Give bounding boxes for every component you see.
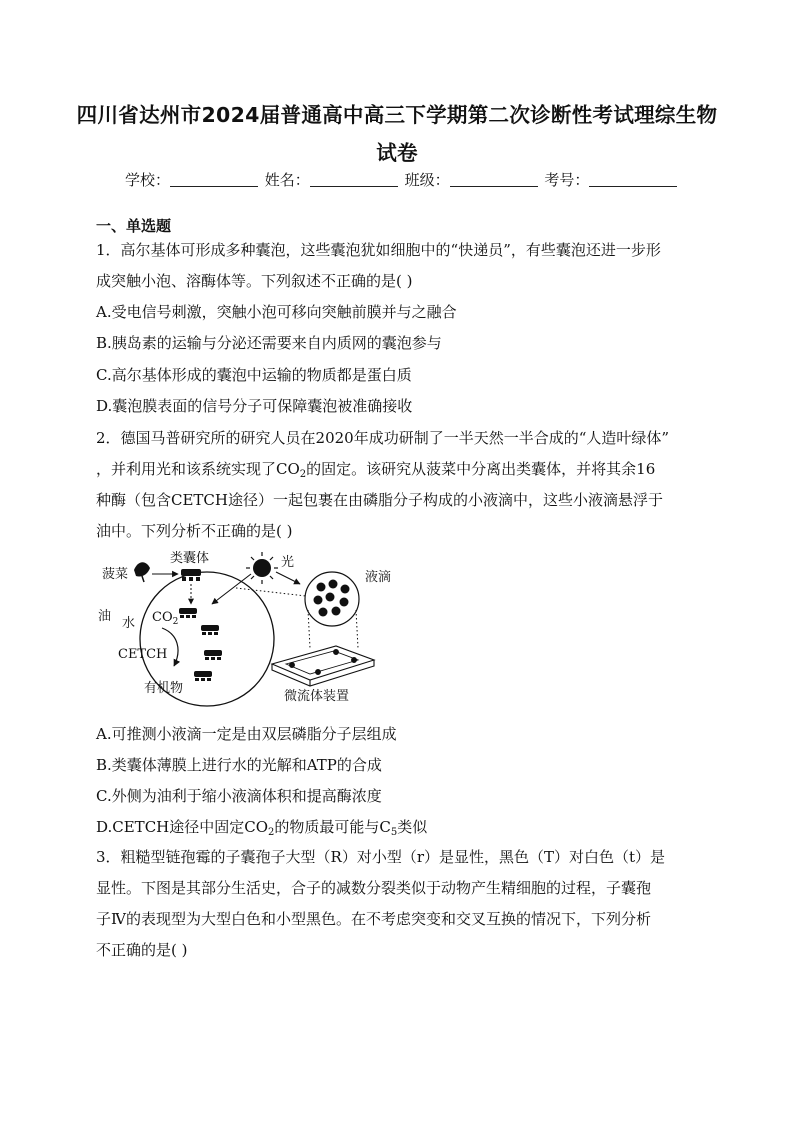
thylakoid-stack-icon bbox=[181, 569, 201, 581]
q2-line-3: 种酶（包含CETCH途径）一起包裹在由磷脂分子构成的小液滴中，这些小液滴悬浮于 bbox=[96, 491, 663, 509]
section-heading: 一、单选题 bbox=[96, 217, 172, 235]
class-label: 班级： bbox=[404, 171, 450, 189]
spinach-leaf-icon bbox=[134, 562, 150, 582]
q1-option-a: A.受电信号刺激，突触小泡可移向突触前膜并与之融合 bbox=[96, 303, 457, 321]
q3-line-4: 不正确的是( ) bbox=[96, 941, 188, 959]
label-oil: 油 bbox=[98, 609, 112, 624]
label-microfluidic-device: 微流体装置 bbox=[284, 689, 350, 704]
microfluidic-device-icon bbox=[272, 646, 374, 686]
q2-option-d-sub-2: 5 bbox=[390, 827, 398, 838]
dotted-cone-left bbox=[308, 610, 310, 648]
number-label: 考号： bbox=[544, 171, 590, 189]
q2-option-d-part-b: 的物质最可能与C bbox=[274, 818, 391, 836]
title-line-2: 试卷 bbox=[376, 141, 418, 165]
class-blank[interactable] bbox=[450, 172, 538, 187]
arrow-light-to-small-droplet bbox=[276, 572, 300, 584]
q2-option-c: C.外侧为油利于缩小液滴体积和提高酶浓度 bbox=[96, 787, 382, 805]
label-spinach: 菠菜 bbox=[102, 567, 129, 582]
q2-line-4: 油中。下列分析不正确的是( ) bbox=[96, 522, 293, 540]
student-info-row bbox=[125, 169, 679, 190]
q2-option-b: B.类囊体薄膜上进行水的光解和ATP的合成 bbox=[96, 756, 382, 774]
label-droplet: 液滴 bbox=[365, 570, 392, 585]
dotted-connector-top bbox=[236, 588, 306, 596]
q2-co2-subscript: 2 bbox=[299, 469, 307, 480]
q2-option-d-part-c: 类似 bbox=[397, 818, 428, 836]
q2-line-2-part-b: 的固定。该研究从菠菜中分离出类囊体，并将其余16 bbox=[306, 460, 656, 478]
q2-line-2 bbox=[96, 454, 696, 485]
sun-icon bbox=[246, 552, 278, 584]
label-water: 水 bbox=[122, 616, 136, 631]
name-label: 姓名： bbox=[264, 171, 310, 189]
school-blank[interactable] bbox=[170, 172, 258, 187]
label-cetch: CETCH bbox=[118, 647, 168, 662]
q1-option-c: C.高尔基体形成的囊泡中运输的物质都是蛋白质 bbox=[96, 366, 412, 384]
q1-option-b: B.胰岛素的运输与分泌还需要来自内质网的囊泡参与 bbox=[96, 334, 442, 352]
q2-line-2-part-a: ，并利用光和该系统实现了CO bbox=[96, 460, 300, 478]
q1-option-d: D.囊泡膜表面的信号分子可保障囊泡被准确接收 bbox=[96, 397, 413, 415]
name-blank[interactable] bbox=[310, 172, 398, 187]
school-label: 学校： bbox=[125, 171, 171, 189]
label-co2: $CO_2$ bbox=[152, 610, 179, 627]
thylakoid-icons-in-droplet bbox=[179, 608, 222, 681]
q3-line-1: 3．粗糙型链孢霉的子囊孢子大型（R）对小型（r）是显性，黑色（T）对白色（t）是 bbox=[96, 848, 666, 866]
question-3-stem bbox=[96, 842, 696, 966]
q1-line-2: 成突触小泡、溶酶体等。下列叙述不正确的是( ) bbox=[96, 272, 413, 290]
label-light: 光 bbox=[281, 555, 295, 570]
question-2-stem bbox=[96, 423, 696, 547]
enzyme-dots bbox=[314, 580, 350, 617]
q3-line-3: 子Ⅳ的表现型为大型白色和小型黑色。在不考虑突变和交叉互换的情况下，下列分析 bbox=[96, 910, 651, 928]
q2-option-d-sub-1: 2 bbox=[268, 827, 275, 838]
q3-line-2: 显性。下图是其部分生活史，合子的减数分裂类似于动物产生精细胞的过程，子囊孢 bbox=[96, 879, 652, 897]
question-1-stem bbox=[96, 235, 696, 297]
q2-option-a: A.可推测小液滴一定是由双层磷脂分子层组成 bbox=[96, 725, 397, 743]
title-line-1: 四川省达州市2024届普通高中高三下学期第二次诊断性考试理综生物 bbox=[76, 103, 718, 127]
q2-line-1: 2．德国马普研究所的研究人员在2020年成功研制了一半天然一半合成的“人造叶绿体” bbox=[96, 429, 670, 447]
artificial-chloroplast-diagram bbox=[96, 548, 426, 710]
q2-option-d-part-a: D.CETCH途径中固定CO bbox=[96, 818, 269, 836]
dotted-cone-right bbox=[356, 610, 358, 648]
number-blank[interactable] bbox=[589, 172, 677, 187]
page-title bbox=[60, 96, 734, 172]
label-thylakoid: 类囊体 bbox=[170, 551, 210, 566]
label-organic: 有机物 bbox=[144, 681, 184, 696]
q2-option-d bbox=[96, 816, 427, 837]
q1-line-1: 1．高尔基体可形成多种囊泡，这些囊泡犹如细胞中的“快递员”，有些囊泡还进一步形 bbox=[96, 241, 661, 259]
